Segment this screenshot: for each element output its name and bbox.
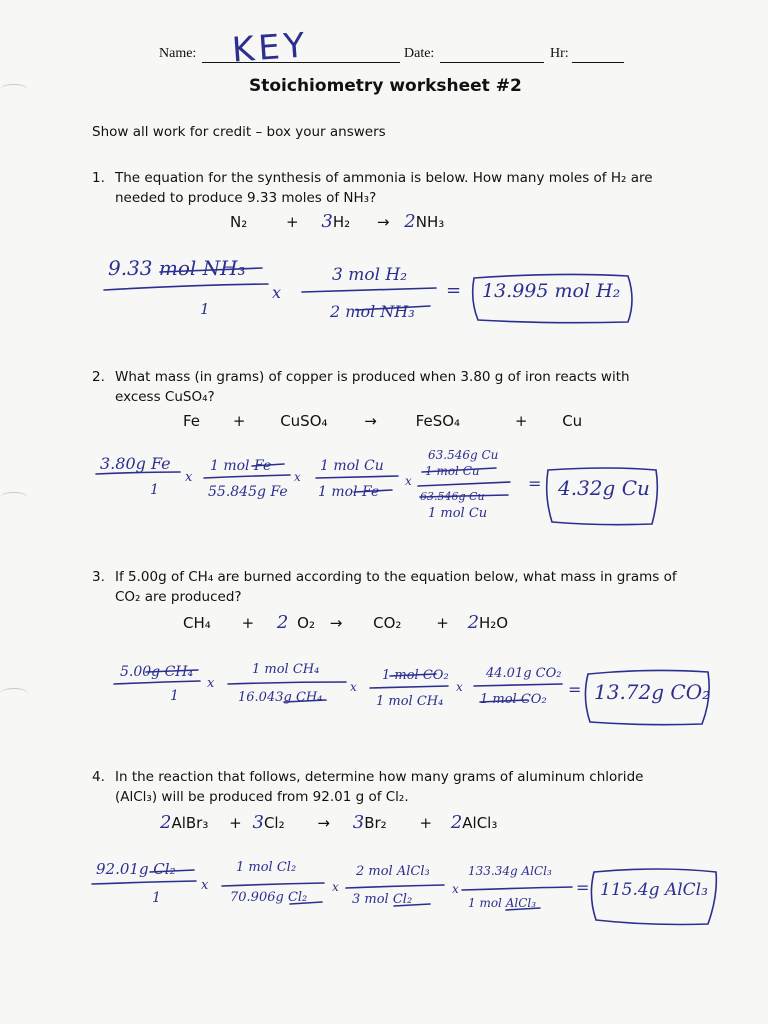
boxed-answer: 4.32g Cu — [558, 476, 650, 500]
question-number: 1. — [92, 170, 105, 186]
fraction-bar — [222, 883, 324, 886]
factor-numerator: 92.01g Cl₂ — [96, 860, 176, 878]
product: FeSO₄ — [415, 412, 461, 430]
factor-numerator: 1 mol CO₂ — [382, 668, 449, 683]
factor-numerator: 1 mol CH₄ — [252, 662, 320, 677]
factor-denominator: 70.906g Cl₂ — [230, 890, 308, 905]
equation — [230, 211, 444, 232]
product: Br₂ — [364, 814, 387, 832]
question-number: 2. — [92, 369, 105, 385]
factor-denominator: 1 mol Cu — [428, 506, 488, 521]
factor-denominator: 55.845g Fe — [208, 484, 288, 500]
reactant: Cl₂ — [263, 814, 285, 832]
factor-denominator: 1 mol CH₄ — [376, 694, 444, 709]
plus-sign: + — [419, 814, 433, 832]
product: Cu — [562, 412, 583, 430]
product: NH₃ — [415, 213, 445, 231]
equals-sign: = — [528, 474, 542, 493]
factor-numerator: 9.33 mol NH₃ — [108, 256, 246, 280]
plus-sign: + — [286, 213, 299, 231]
reactant: CH₄ — [183, 614, 211, 632]
fraction-bar — [462, 887, 572, 890]
multiply-sign: x — [332, 880, 339, 894]
coefficient: 3 — [352, 812, 365, 833]
reaction-arrow: → — [329, 614, 343, 632]
factor-numerator: 1 mol Cu — [320, 458, 384, 474]
fraction-bar — [92, 881, 196, 884]
reaction-arrow: → — [317, 814, 330, 832]
plus-sign: + — [436, 614, 449, 632]
multiply-sign: x — [272, 283, 282, 302]
factor-denominator-struck: 63.546g Cu — [420, 490, 485, 503]
boxed-answer: 13.995 mol H₂ — [482, 280, 621, 302]
multiply-sign: x — [207, 676, 215, 691]
fraction-bar — [474, 684, 562, 686]
fraction-bar — [104, 284, 268, 290]
name-value-key: KEY — [230, 25, 310, 71]
multiply-sign: x — [294, 470, 301, 484]
date-underline — [440, 62, 544, 63]
scan-mark — [0, 688, 28, 699]
equals-sign: = — [446, 280, 462, 301]
factor-denominator: 1 mol AlCl₃ — [468, 896, 537, 910]
plus-sign: + — [232, 412, 246, 430]
factor-denominator: 1 — [152, 890, 161, 906]
factor-denominator: 1 — [200, 300, 210, 318]
fraction-bar — [114, 681, 200, 684]
coefficient: 2 — [276, 612, 289, 633]
factor-numerator: 133.34g AlCl₃ — [468, 864, 552, 878]
instructions: Show all work for credit – box your answers — [92, 124, 386, 140]
question-number: 4. — [92, 769, 105, 785]
multiply-sign: x — [456, 680, 463, 694]
question-text: The equation for the synthesis of ammonia is below. How many moles of H₂ are needed to produce 9.33 moles of NH₃? — [115, 170, 653, 206]
hr-label: Hr: — [550, 46, 569, 61]
fraction-bar — [302, 288, 436, 292]
product: H₂O — [479, 614, 509, 632]
product: AlCl₃ — [462, 814, 498, 832]
reactant: AlBr₃ — [171, 814, 209, 832]
coefficient: 2 — [450, 812, 463, 833]
factor-denominator: 16.043g CH₄ — [238, 690, 323, 705]
reactant: CuSO₄ — [280, 412, 328, 430]
coefficient: 2 — [404, 211, 416, 232]
factor-numerator: 5.00g CH₄ — [120, 664, 194, 680]
factor-numerator: 1 mol Fe — [210, 458, 272, 474]
multiply-sign: x — [201, 878, 209, 893]
factor-denominator: 1 — [150, 482, 159, 498]
fraction-bar — [418, 482, 510, 486]
name-label: Name: — [159, 46, 197, 61]
fraction-bar — [204, 475, 290, 478]
reaction-arrow: → — [364, 412, 377, 430]
fraction-bar — [370, 686, 448, 688]
factor-numerator-struck: 1 mol Cu — [425, 464, 480, 478]
page-title: Stoichiometry worksheet #2 — [249, 76, 522, 96]
equation — [183, 412, 582, 430]
fraction-bar — [228, 682, 346, 684]
reactant: O₂ — [297, 614, 315, 632]
question-text: If 5.00g of CH₄ are burned according to the equation below, what mass in grams of CO₂ are produced? — [115, 569, 677, 605]
factor-denominator: 1 — [170, 688, 179, 704]
factor-numerator: 1 mol Cl₂ — [236, 860, 297, 875]
reactant: H₂ — [332, 213, 351, 231]
coefficient: 2 — [467, 612, 480, 633]
question-text: What mass (in grams) of copper is produced when 3.80 g of iron reacts with excess CuSO₄? — [115, 369, 630, 405]
factor-denominator: 2 mol NH₃ — [330, 302, 415, 321]
scan-mark — [0, 84, 28, 95]
plus-sign: + — [241, 614, 255, 632]
factor-denominator: 1 mol Fe — [318, 484, 380, 500]
reactant: Fe — [183, 412, 201, 430]
boxed-answer: 13.72g CO₂ — [594, 680, 711, 704]
fraction-bar — [316, 476, 398, 478]
multiply-sign: x — [405, 474, 412, 488]
date-label: Date: — [404, 46, 435, 61]
equals-sign: = — [576, 878, 590, 897]
factor-denominator: 3 mol Cl₂ — [352, 892, 413, 907]
equation — [160, 812, 497, 833]
scan-mark — [0, 492, 28, 503]
fraction-bar — [346, 885, 444, 888]
multiply-sign: x — [350, 680, 357, 694]
factor-numerator: 3 mol H₂ — [332, 265, 408, 285]
equation — [183, 612, 508, 633]
question-number: 3. — [92, 569, 105, 585]
coefficient: 3 — [252, 812, 264, 833]
reactant: N₂ — [230, 213, 248, 231]
factor-numerator: 2 mol AlCl₃ — [356, 864, 430, 879]
coefficient: 2 — [160, 812, 172, 833]
multiply-sign: x — [452, 882, 459, 896]
factor-numerator: 44.01g CO₂ — [486, 666, 562, 681]
plus-sign: + — [514, 412, 528, 430]
boxed-answer: 115.4g AlCl₃ — [600, 880, 708, 900]
coefficient: 3 — [321, 211, 333, 232]
factor-denominator: 1 mol CO₂ — [480, 692, 547, 707]
factor-numerator: 3.80g Fe — [100, 454, 171, 473]
equals-sign: = — [568, 680, 582, 699]
reaction-arrow: → — [376, 213, 390, 231]
hr-underline — [572, 62, 624, 63]
factor-numerator: 63.546g Cu — [428, 448, 499, 462]
plus-sign: + — [229, 814, 242, 832]
multiply-sign: x — [185, 470, 193, 485]
product: CO₂ — [373, 614, 402, 632]
question-text: In the reaction that follows, determine how many grams of aluminum chloride (AlCl₃) will be produced from 92.01 g of Cl₂. — [115, 769, 644, 805]
